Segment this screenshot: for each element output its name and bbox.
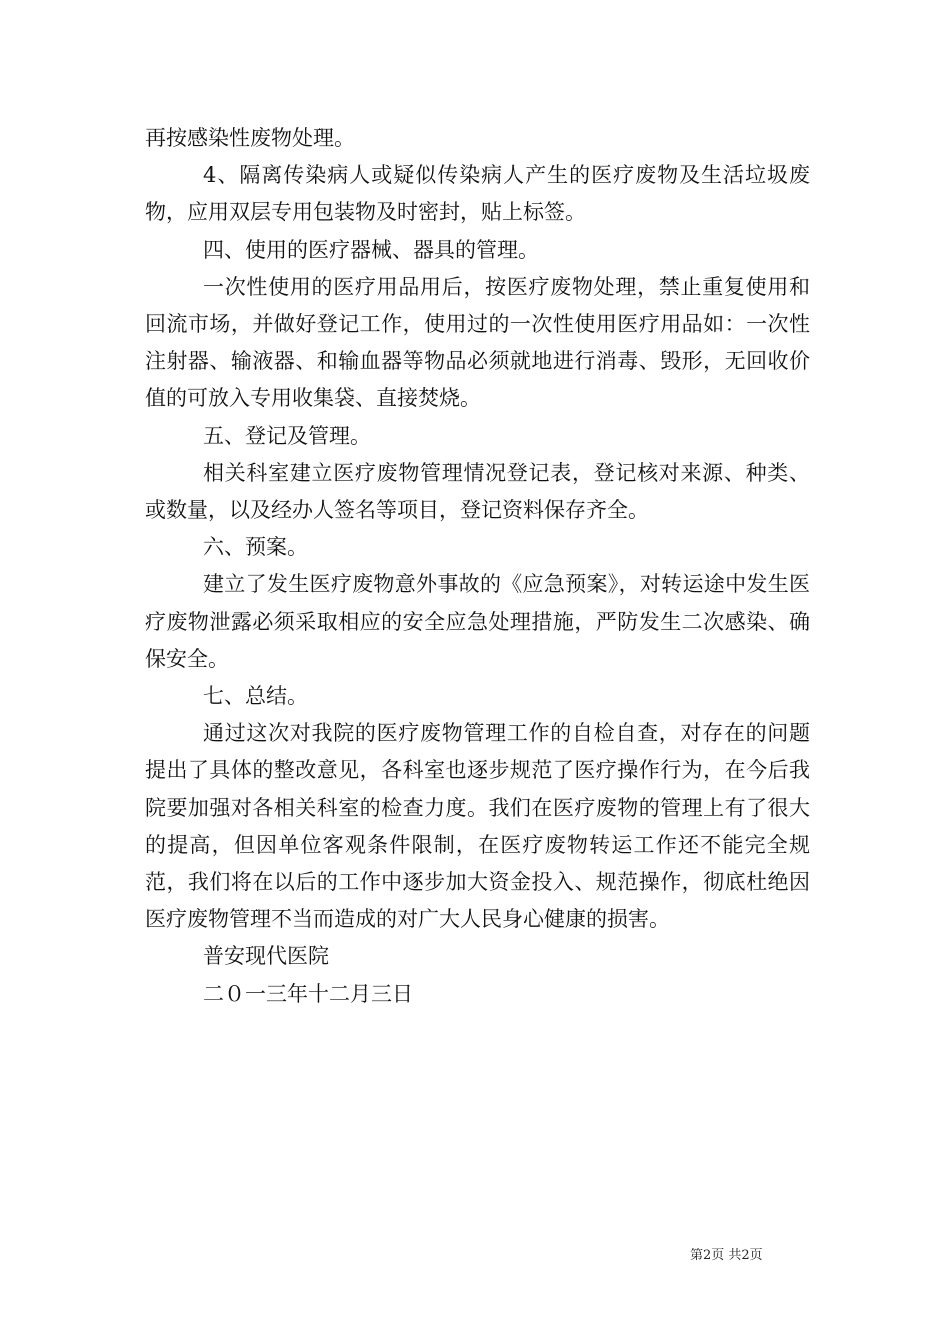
section-heading-4: 四、使用的医疗器械、器具的管理。 — [203, 237, 539, 262]
paragraph-item-4: 4、隔离传染病人或疑似传染病人产生的医疗废物及生活垃圾废物，应用双层专用包装物及时密封，贴上标签。 — [145, 163, 810, 225]
section-heading-5: 五、登记及管理。 — [203, 423, 371, 448]
signature-organization: 普安现代医院 — [203, 944, 329, 969]
signature-date: 二０一三年十二月三日 — [203, 981, 413, 1006]
paragraph-continuation: 再按感染性废物处理。 — [145, 126, 355, 150]
document-body — [145, 120, 810, 1013]
paragraph-disposables: 一次性使用的医疗用品用后，按医疗废物处理，禁止重复使用和回流市场，并做好登记工作，使用过的一次性使用医疗用品如：一次性注射器、输液器、和输血器等物品必须就地进行消毒、毁形，无回收价值的可放入专用收集袋、直接焚烧。 — [145, 274, 810, 411]
page-number-footer: 第2页 共2页 — [690, 1248, 763, 1263]
paragraph-emergency-plan: 建立了发生医疗废物意外事故的《应急预案》，对转运途中发生医疗废物泄露必须采取相应的安全应急处理措施，严防发生二次感染、确保安全。 — [145, 572, 810, 671]
section-heading-7: 七、总结。 — [203, 684, 308, 709]
paragraph-registration: 相关科室建立医疗废物管理情况登记表，登记核对来源、种类、或数量，以及经办人签名等项目，登记资料保存齐全。 — [145, 460, 810, 523]
paragraph-summary: 通过这次对我院的医疗废物管理工作的自检自查，对存在的问题提出了具体的整改意见，各科室也逐步规范了医疗操作行为，在今后我院要加强对各相关科室的检查力度。我们在医疗废物的管理上有了很大的提高，但因单位客观条件限制，在医疗废物转运工作还不能完全规范，我们将在以后的工作中逐步加大资金投入、规范操作，彻底杜绝因医疗废物管理不当而造成的对广大人民身心健康的损害。 — [145, 721, 810, 932]
section-heading-6: 六、预案。 — [203, 535, 308, 560]
